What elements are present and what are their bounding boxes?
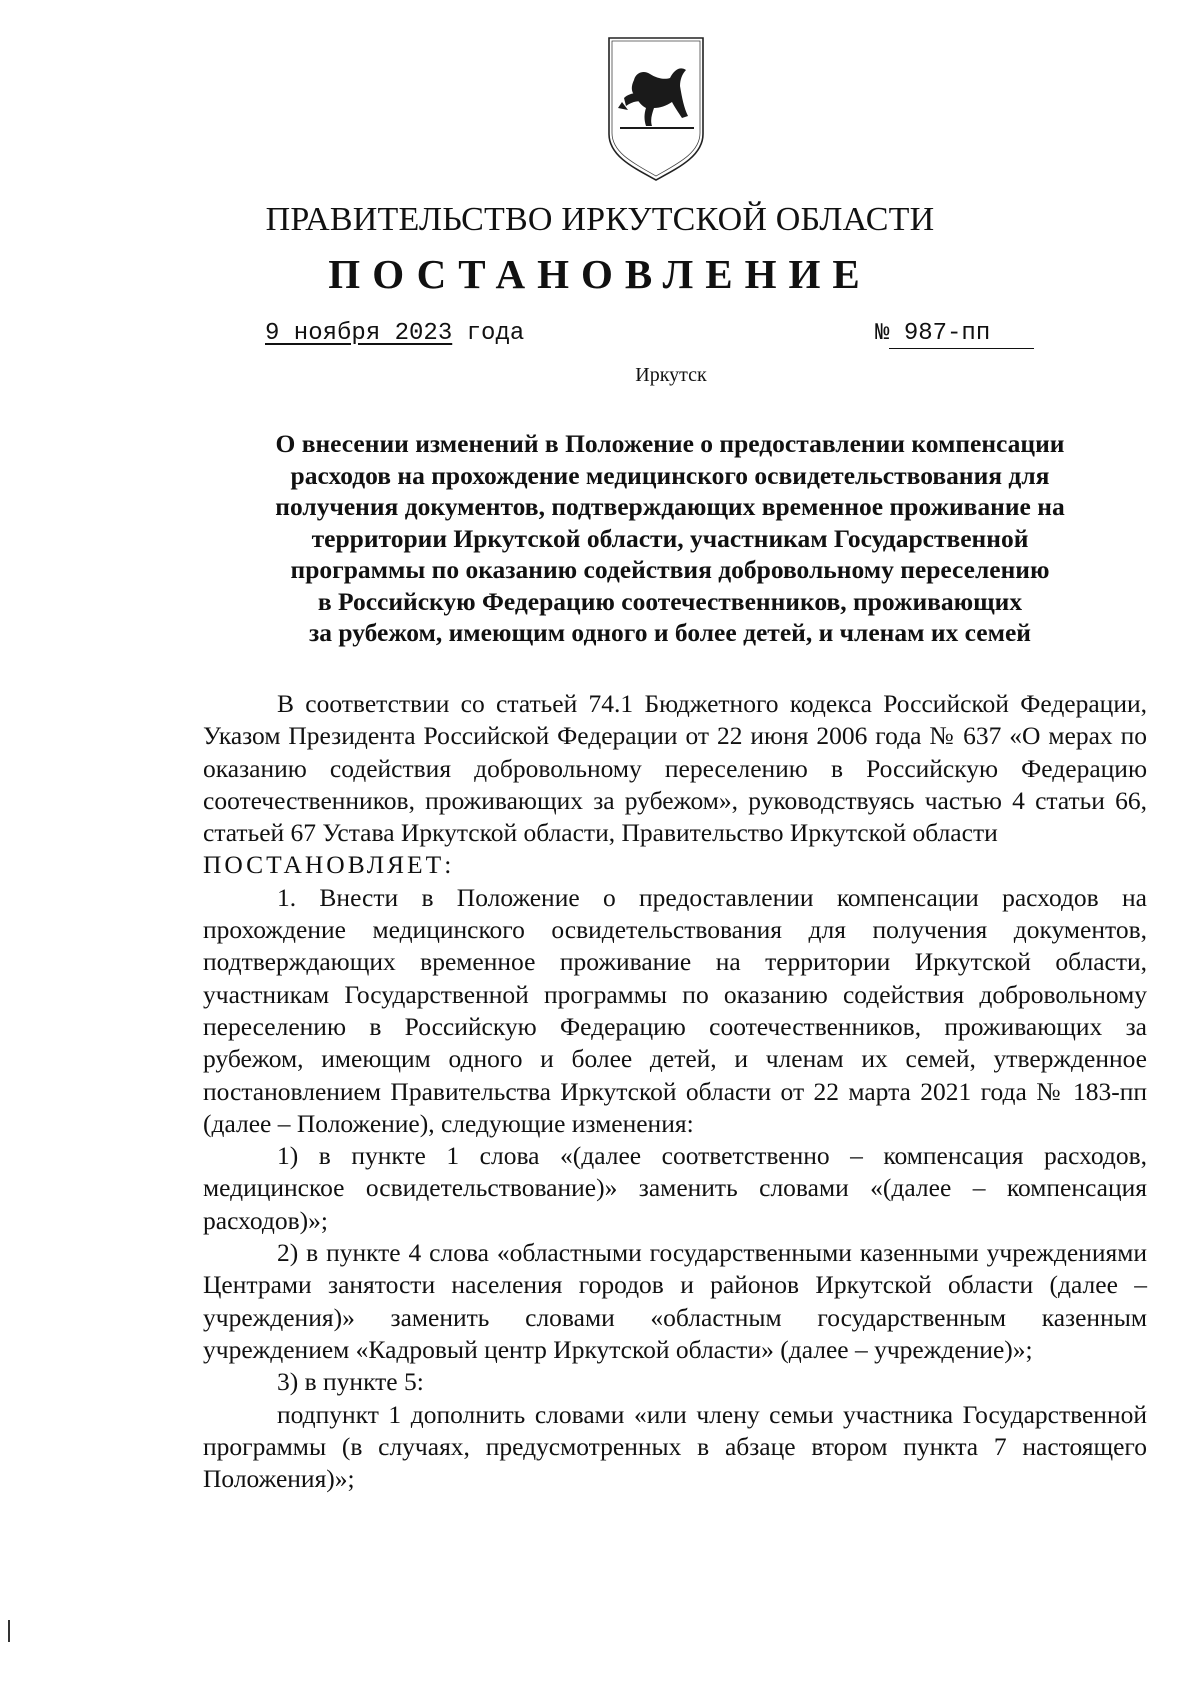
subitem-2-paragraph: 2) в пункте 4 слова «областными государственными казенными учреждениями Центрами занятости населения городов и районов Иркутской области (далее – учреждения)» заменить словами «областным государственным казенным учреждением «Кадровый центр Иркутской области» (далее – учреждение)»; (203, 1238, 1147, 1364)
item-1-paragraph: 1. Внести в Положение о предоставлении компенсации расходов на прохождение медицинского освидетельствования для получения документов, подтверждающих временное проживание на территории Иркутской области, участникам Государственной программы по оказанию содействия добровольному переселению в Российскую Федерацию соотечественников, проживающих за рубежом, имеющим одного и более детей, и членам их семей, утвержденное постановлением Правительства Иркутской области от 22 марта 2021 года № 183-пп (далее – Положение), следующие изменения: (203, 882, 1147, 1138)
document-city: Иркутск (635, 364, 707, 386)
scan-margin-mark (8, 1620, 10, 1642)
title-line: за рубежом, имеющим одного и более детей, и членам их семей (309, 618, 1031, 647)
coat-of-arms-emblem (606, 36, 706, 182)
document-number: 987-пп (903, 320, 991, 347)
subitem-3-heading: 3) в пункте 5: (277, 1367, 424, 1397)
government-name: ПРАВИТЕЛЬСТВО ИРКУТСКОЙ ОБЛАСТИ (265, 201, 935, 238)
document-date: 9 ноября 2023 (265, 320, 453, 347)
title-line: в Российскую Федерацию соотечественников, проживающих (317, 586, 1023, 616)
document-date-suffix: года (466, 320, 525, 347)
title-line: расходов на прохождение медицинского освидетельствования для (290, 460, 1050, 490)
document-type-heading: ПОСТАНОВЛЕНИЕ (328, 251, 872, 297)
document-title (200, 428, 1140, 649)
title-line: территории Иркутской области, участникам Государственной (311, 523, 1029, 553)
title-line: программы по оказанию содействия добровольному переселению (290, 555, 1050, 584)
document-body (203, 688, 1147, 1495)
title-line: получения документов, подтверждающих временное проживание на (275, 492, 1065, 521)
subitem-1-paragraph: 1) в пункте 1 слова «(далее соответственно – компенсация расходов, медицинское освидетельствование)» заменить словами «(далее – компенсация расходов)»; (203, 1141, 1147, 1235)
subitem-3-text: подпункт 1 дополнить словами «или члену семьи участника Государственной программы (в случаях, предусмотренных в абзаце втором пункта 7 настоящего Положения)»; (203, 1399, 1147, 1494)
document-number-line (875, 320, 1034, 349)
resolves-heading: ПОСТАНОВЛЯЕТ: (203, 850, 455, 880)
number-sign: № (875, 320, 890, 347)
document-number-field (889, 322, 1034, 349)
title-line: О внесении изменений в Положение о предоставлении компенсации (275, 429, 1065, 458)
document-date-line (265, 320, 524, 347)
preamble-paragraph: В соответствии со статьей 74.1 Бюджетного кодекса Российской Федерации, Указом Президента Российской Федерации от 22 июня 2006 года № 637 «О мерах по оказанию содействия добровольному переселению в Российскую Федерацию соотечественников, проживающих за рубежом», руководствуясь частью 4 статьи 66, статьей 67 Устава Иркутской области, Правительство Иркутской области (203, 689, 1147, 848)
